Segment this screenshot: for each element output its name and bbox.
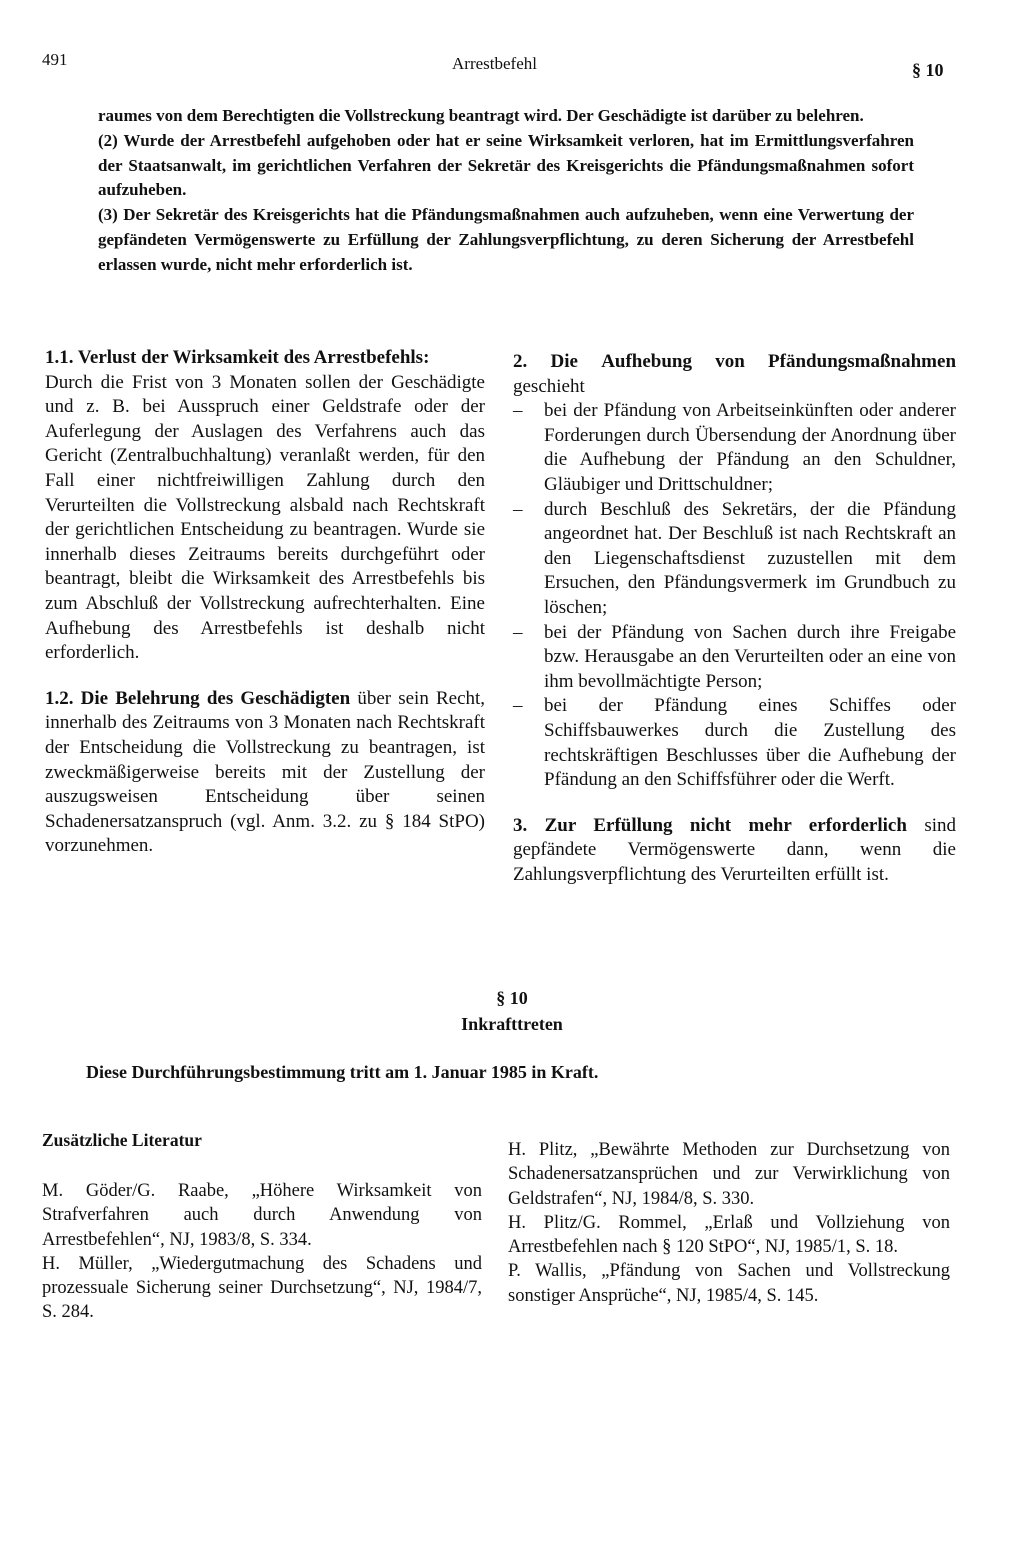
section-10-number: § 10 bbox=[496, 988, 528, 1008]
literature-heading: Zusätzliche Literatur bbox=[42, 1130, 202, 1150]
dash-marker: – bbox=[513, 498, 523, 520]
page-number: 491 bbox=[42, 50, 68, 69]
list-item-text: bei der Pfändung von Arbeitseinkünften oder anderer Forderungen durch Übersendung der Anordnung über die Aufhebung der Pfändung an den Schuldner, Gläubiger und Drittschuldner; bbox=[544, 400, 956, 495]
literature-left-column bbox=[42, 1179, 482, 1325]
list-item-text: bei der Pfändung eines Schiffes oder Schiffsbauwerkes durch die Zustellung des rechtskräftigen Beschlusses über die Aufhebung der Pfändung an den Schiffsführer oder die Werft. bbox=[544, 695, 956, 791]
list-item bbox=[513, 498, 956, 621]
literature-entry: P. Wallis, „Pfändung von Sachen und Vollstreckung sonstiger Ansprüche“, NJ, 1985/4, S. 145. bbox=[508, 1261, 950, 1306]
list-item bbox=[513, 694, 956, 792]
commentary-left-column bbox=[45, 346, 485, 859]
note-2-number: 2. Die bbox=[513, 351, 578, 372]
list-item bbox=[513, 621, 956, 695]
literature-entry: H. Plitz/G. Rommel, „Erlaß und Vollziehung von Arrestbefehlen nach § 120 StPO“, NJ, 1985/1, S. 18. bbox=[508, 1212, 950, 1258]
section-mark: § 10 bbox=[912, 60, 944, 80]
note-3-lead: 3. Zur Erfüllung nicht mehr erforderlich bbox=[513, 814, 907, 836]
list-item-text: durch Beschluß des Sekretärs, der die Pfändung angeordnet hat. Der Beschluß ist nach Rechtskraft an den Liegenschaftsdienst zuzustellen mit dem Ersuchen, den Pfändungsvermerk im Grundbuch zu löschen; bbox=[544, 498, 956, 618]
statute-paragraph-2: (2) Wurde der Arrestbefehl aufgehoben oder hat er seine Wirksamkeit verloren, hat im Ermittlungsverfahren der Staatsanwalt, im gerichtlichen Verfahren der Sekretär des Kreisgerichts die Pfändungsmaßnahmen sofort aufzuheben. bbox=[98, 130, 914, 200]
note-1-1-text: Durch die Frist von 3 Monaten sollen der Geschädigte und z. B. bei Ausspruch einer Geldstrafe oder der Auferlegung der Auslagen des Verfahrens auch das Gericht (Zentralbuchhaltung) veranlaßt werden, für den Fall einer nichtfreiwilligen Zahlung durch den Verurteilten die Vollstreckung alsbald nach Rechtskraft der gerichtlichen Entscheidung zu beantragen. Wurde sie innerhalb dieses Zeitraums bereits durchgeführt oder beantragt, bleibt die Wirksamkeit des Arrestbefehls bis zum Abschluß der Vollstreckung aufrechterhalten. Eine Aufhebung des Arrestbefehls ist deshalb nicht erforderlich. bbox=[45, 371, 485, 664]
note-1-2-text: über sein Recht, innerhalb des Zeitraums von 3 Monaten nach Rechtskraft der Entscheidung die Vollstreckung zu beantragen, ist zweckmäßigerweise bereits mit der Zustellung der auszugsweisen Entscheidung über seinen Schadenersatzanspruch (vgl. Anm. 3.2. zu § 184 StPO) vorzunehmen. bbox=[45, 687, 486, 857]
note-1-1-lead: 1.1. Verlust der Wirksamkeit des Arrestbefehls: bbox=[45, 347, 430, 368]
literature-right-column bbox=[508, 1138, 950, 1308]
statute-text bbox=[98, 104, 914, 278]
dash-marker: – bbox=[513, 621, 523, 643]
statute-paragraph-continued: raumes von dem Berechtigten die Vollstreckung beantragt wird. Der Geschädigte ist darüber zu belehren. bbox=[98, 106, 864, 125]
dash-marker: – bbox=[513, 400, 523, 422]
list-item-text: bei der Pfändung von Sachen durch ihre Freigabe bzw. Herausgabe an den Verurteilten oder an eine von ihm bevollmächtigte Person; bbox=[544, 621, 956, 692]
note-3-text: sind gepfändete Vermögenswerte dann, wenn die Zahlungsverpflichtung des Verurteilten erfüllt ist. bbox=[513, 814, 956, 885]
note-1-1 bbox=[45, 346, 485, 666]
literature-entry: H. Müller, „Wiedergutmachung des Schadens und prozessuale Sicherung seiner Durchsetzung“, NJ, 1984/7, S. 284. bbox=[42, 1253, 482, 1323]
list-item bbox=[513, 399, 956, 497]
note-3 bbox=[513, 814, 956, 888]
dash-marker: – bbox=[513, 695, 523, 717]
note-2-text: geschieht bbox=[513, 375, 585, 397]
note-2-lead: Aufhebung von Pfändungsmaßnahmen bbox=[601, 351, 957, 372]
literature-entry: H. Plitz, „Bewährte Methoden zur Durchsetzung von Schadenersatzansprüchen und zur Verwirklichung von Geldstrafen“, NJ, 1984/8, S. 330. bbox=[508, 1140, 950, 1209]
literature-entry: M. Göder/G. Raabe, „Höhere Wirksamkeit von Strafverfahren auch durch Anwendung von Arrestbefehlen“, NJ, 1983/8, S. 334. bbox=[42, 1181, 482, 1250]
running-title: Arrestbefehl bbox=[452, 54, 537, 73]
commentary-right-column bbox=[513, 350, 956, 887]
note-2-list bbox=[513, 399, 956, 793]
section-10-title: Inkrafttreten bbox=[461, 1014, 563, 1034]
note-1-2-number: 1.2. Die bbox=[45, 687, 109, 709]
note-1-2 bbox=[45, 687, 485, 859]
note-2 bbox=[513, 350, 956, 399]
note-1-2-lead: Belehrung des Geschädigten bbox=[115, 687, 351, 709]
statute-paragraph-3: (3) Der Sekretär des Kreisgerichts hat die Pfändungsmaßnahmen auch aufzuheben, wenn eine Verwertung der gepfändeten Vermögenswerte zu Erfüllung der Zahlungsverpflichtung, zu deren Sicherung der Arrestbefehl erlassen wurde, nicht mehr erforderlich ist. bbox=[98, 205, 914, 274]
section-10-text: Diese Durchführungsbestimmung tritt am 1. Januar 1985 in Kraft. bbox=[86, 1062, 599, 1082]
